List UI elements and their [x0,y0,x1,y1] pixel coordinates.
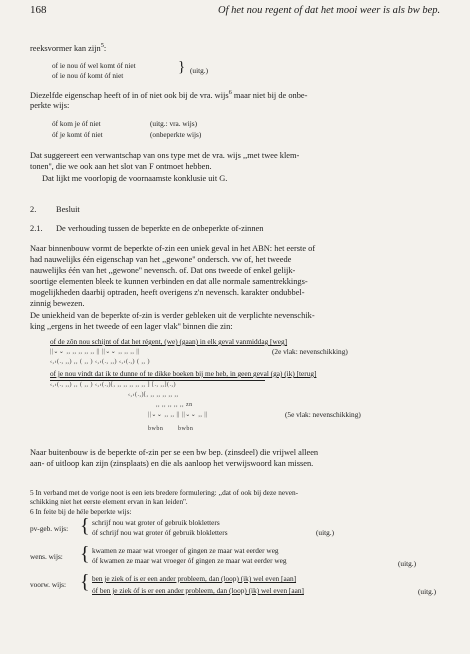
diagram-s2-marks-3: ,, ,, ,, ,, ,, zn [156,402,193,408]
p1-text: Diezelfde eigenschap heeft of in of niet ook bij de vra. wijs [30,90,229,100]
paragraph-3-line-1: Naar binnenbouw vormt de beperkte of-zin een uniek geval in het ABN: het eerste of [30,244,316,253]
paragraph-3-line-2: had nauwelijks één eigenschap van het ,,gewone'' ondersch. vw of, het tweede [30,255,292,264]
diagram-s2-vlak: (5e vlak: nevenschikking) [285,410,361,419]
fn-row-1-a: schrijf nou wat groter of gebruik blokletters [92,518,220,527]
diagram-sentence-2 [50,369,316,378]
fn-row-1-note: (uitg.) [316,528,335,537]
p1-text-b: maar niet bij de onbe- [231,90,308,100]
fn-row-2-brace: { [80,543,90,565]
example-brace: } [178,59,186,75]
paragraph-3-line-5: mogelijkheden daarbij optraden, heeft overigens z'n nevensch. karakter ondubbel- [30,288,305,297]
section-number: 2. [30,205,37,214]
sentence-1-text: of de zôn nou schijnt of dat het régent, (we) (gaan) in elk geval vanmiddag [weg] [50,337,288,346]
paragraph-4-line-2: king ,,ergens in het tweede of een lager vlak'' binnen die zin: [30,322,233,331]
example-2a: óf kom je óf niet [52,119,101,128]
diagram-s2-marks-2: ‹,›(.,)[, ,, ,, ,, ,, ,, [128,392,179,398]
fn-row-2-a: kwamen ze maar wat vroeger of gingen ze maar wat eerder weg [92,546,279,555]
diagram-s1-vlak: (2e vlak: nevenschikking) [272,347,348,356]
paragraph-3-line-4: soortige elementen bleek te kunnen verbinden en dat alle normale samentrekkings- [30,277,308,286]
paragraph-5-line-2: aan- of uitloop kan zijn (zinsplaats) en die als aanloop het verwijswoord kan missen. [30,459,314,468]
diagram-s1-marks-1: ||⌄⌄ ,, ,, ,, ,, ,, || ||⌄⌄ ,, ,, ,, || [50,349,140,355]
paragraph-3-line-6: zinnig bewezen. [30,299,85,308]
paragraph-1-line-2: perkte wijs: [30,101,70,110]
paragraph-2-line-1: Dat suggereert een verwantschap van ons type met de vra. wijs ,,met twee klem- [30,151,300,160]
diagram-sentence-1 [50,337,287,346]
fn-row-2-label: wens. wijs: [30,552,63,561]
subsection-number: 2.1. [30,224,43,233]
fn-row-1-brace: { [80,515,90,537]
example-2a-note: (uitg.: vra. wijs) [150,119,198,128]
footnote-6: 6 In feite bij de héle beperkte wijs: [30,507,132,516]
fn-row-3-a-text: ben je ziek of is er een ander probleem, dan (loop) (ik) wel even [aan] [92,574,297,583]
page-number: 168 [30,4,47,16]
paragraph-2-line-2: tonen'', die we ook aan het slot van F ontmoet hebben. [30,162,212,171]
running-title: Of het nou regent of dat het mooi weer is als bw bep. [218,5,441,16]
sentence-2-text: of je nou vindt dat ik te dunne of te dikke boeken bij me heb, in geen geval (ga) (ik) [terug] [50,369,317,378]
section-title: Besluit [56,205,80,214]
footnote-ref-5: 5 [100,42,104,49]
paragraph-2-line-3: Dat lijkt me voorlopig de voornaamste konklusie uit G. [42,174,228,183]
paragraph-5-line-1: Naar buitenbouw is de beperkte of-zin per se een bw bep. (zinsdeel) die vrijwel alleen [30,448,319,457]
subsection-title: De verhouding tussen de beperkte en de onbeperkte of-zinnen [56,224,264,233]
diagram-bwbn-1: bwbn [148,426,164,432]
fn-row-2-b: óf kwamen ze maar wat vroeger óf gingen ze maar wat eerder weg [92,556,287,565]
example-1-note: (uitg.) [190,66,209,75]
diagram-s1-marks-2: ‹,›(., ,,) ,, ( ,, ) ‹,›(., ,,) ‹,›(.,) ( ,, ) [50,359,150,365]
fn-row-3-note: (uitg.) [418,587,437,596]
diagram-s2-marks-1: ‹,›(., ,,) ,, ( ,, ) ‹,›(.,)[, ,, ,, ,, ,, ,, ] [., ,,](.,) [50,382,176,388]
fn-row-2-note: (uitg.) [398,559,417,568]
example-1a: of ie nou óf wel komt óf niet [52,61,136,70]
fn-row-1-b: óf schrijf nou wat groter óf gebruik blokletters [92,528,228,537]
fn-row-1-label: pv-geb. wijs: [30,524,69,533]
fn-row-3-a [92,574,296,583]
paragraph-1-line-1 [30,89,307,101]
fn-row-3-label: voorw. wijs: [30,580,67,589]
paragraph-4-line-1: De uniekheid van de beperkte of-zin is verder gebleken uit de verplichte nevenschik- [30,311,315,320]
fn-row-3-b-text: óf ben je ziek óf is er een ander probleem, dan (loop) (ik) wel even [aan] [92,586,304,595]
footnote-5-line-2: schikking niet het eerste element ervan in kan leiden''. [30,497,188,506]
intro-line: reeksvormer kan zijn$^5$: [30,42,107,53]
example-2b: óf je komt óf niet [52,130,103,139]
diagram-bwbn-2: bwbn [178,426,194,432]
footnote-5-line-1: 5 In verband met de vorige noot is een iets bredere formulering: ,,dat of ook bij deze neven- [30,488,299,497]
example-2b-note: (onbeperkte wijs) [150,130,202,139]
intro-text: reeksvormer kan zijn [30,43,101,53]
example-1b: of ie nou óf komt óf niet [52,71,124,80]
diagram-s2-marks-4: ||⌄⌄ ,, ,, || ||⌄⌄ ,, || [148,412,208,418]
paragraph-3-line-3: nauwelijks één van het ,,gewone'' nevensch. of. Dat ons tweede of enkel gelijk- [30,266,296,275]
fn-row-3-brace: { [80,571,90,593]
diagram-s2-underline [50,380,265,381]
footnote-ref-6: 6 [228,89,232,96]
fn-row-3-b [92,586,304,595]
